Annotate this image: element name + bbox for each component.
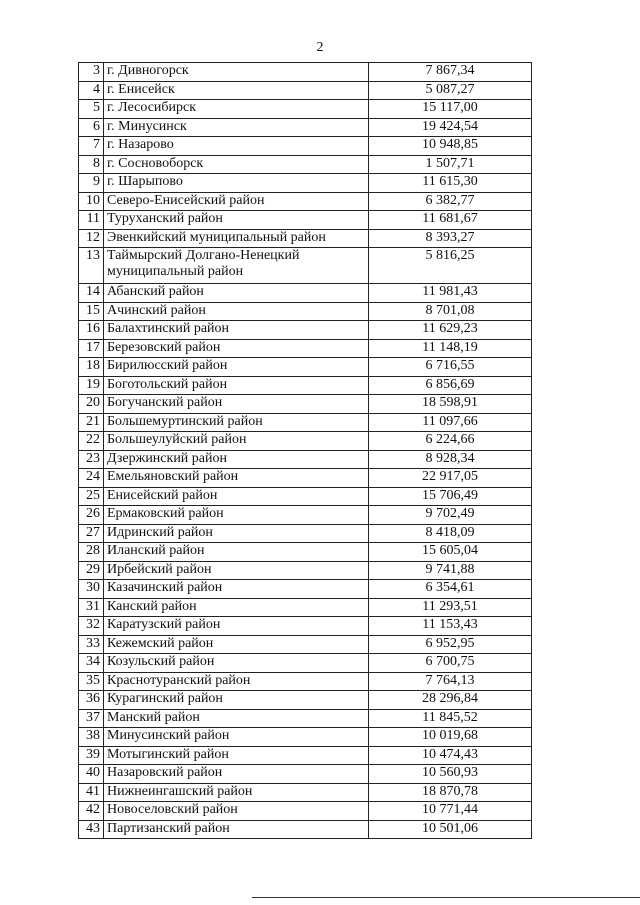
row-number: 7 [79,137,104,156]
table-row [79,174,532,193]
row-value: 5 087,27 [369,81,532,100]
row-number: 35 [79,672,104,691]
row-name: Большеулуйский район [104,432,369,451]
row-number: 8 [79,155,104,174]
row-number: 21 [79,413,104,432]
row-name: Большемуртинский район [104,413,369,432]
row-number: 12 [79,229,104,248]
row-name: г. Назарово [104,137,369,156]
table-body [79,63,532,839]
table-row [79,248,532,284]
row-name: Ачинский район [104,302,369,321]
table-row [79,137,532,156]
row-name: Березовский район [104,339,369,358]
table-row [79,469,532,488]
table-row [79,617,532,636]
row-number: 32 [79,617,104,636]
row-value: 15 605,04 [369,543,532,562]
row-name: Новоселовский район [104,802,369,821]
row-value: 7 867,34 [369,63,532,82]
table-row [79,746,532,765]
row-number: 24 [79,469,104,488]
table-row [79,580,532,599]
row-name: Идринский район [104,524,369,543]
row-number: 5 [79,100,104,119]
row-value: 11 981,43 [369,284,532,303]
page-number: 2 [316,40,324,55]
table-row [79,302,532,321]
row-name: Мотыгинский район [104,746,369,765]
row-name: г. Шарыпово [104,174,369,193]
row-name: Манский район [104,709,369,728]
table-row [79,728,532,747]
row-value: 8 928,34 [369,450,532,469]
table-row [79,211,532,230]
row-value: 6 700,75 [369,654,532,673]
row-value: 10 474,43 [369,746,532,765]
row-value: 6 952,95 [369,635,532,654]
table-row [79,63,532,82]
row-value: 10 948,85 [369,137,532,156]
row-name: Боготольский район [104,376,369,395]
row-number: 6 [79,118,104,137]
row-number: 30 [79,580,104,599]
row-value: 6 224,66 [369,432,532,451]
row-name: Бирилюсский район [104,358,369,377]
row-number: 9 [79,174,104,193]
row-value: 11 615,30 [369,174,532,193]
row-number: 38 [79,728,104,747]
row-number: 18 [79,358,104,377]
row-value: 10 019,68 [369,728,532,747]
row-value: 11 148,19 [369,339,532,358]
row-number: 33 [79,635,104,654]
data-table [78,62,532,839]
row-name: Краснотуранский район [104,672,369,691]
row-name: Нижнеингашский район [104,783,369,802]
row-number: 29 [79,561,104,580]
row-number: 3 [79,63,104,82]
row-number: 40 [79,765,104,784]
row-number: 41 [79,783,104,802]
row-number: 13 [79,248,104,284]
row-name: Казачинский район [104,580,369,599]
row-number: 26 [79,506,104,525]
row-value: 18 870,78 [369,783,532,802]
table-row [79,783,532,802]
row-name: Иланский район [104,543,369,562]
row-value: 1 507,71 [369,155,532,174]
row-number: 19 [79,376,104,395]
row-number: 16 [79,321,104,340]
row-number: 39 [79,746,104,765]
row-name: Енисейский район [104,487,369,506]
row-number: 15 [79,302,104,321]
table-row [79,81,532,100]
row-value: 5 816,25 [369,248,532,284]
row-name: Канский район [104,598,369,617]
table-row [79,358,532,377]
row-value: 9 741,88 [369,561,532,580]
row-number: 4 [79,81,104,100]
table-row [79,339,532,358]
row-name: Ирбейский район [104,561,369,580]
row-number: 22 [79,432,104,451]
row-name: Минусинский район [104,728,369,747]
table-row [79,820,532,839]
row-name: г. Дивногорск [104,63,369,82]
row-value: 15 117,00 [369,100,532,119]
row-number: 31 [79,598,104,617]
table-row [79,229,532,248]
row-value: 6 382,77 [369,192,532,211]
row-name: Эвенкийский муниципальный район [104,229,369,248]
table-row [79,413,532,432]
table-row [79,192,532,211]
table-row [79,709,532,728]
table-row [79,100,532,119]
table-row [79,672,532,691]
table-row [79,543,532,562]
table-row [79,487,532,506]
row-name: г. Минусинск [104,118,369,137]
row-value: 11 293,51 [369,598,532,617]
row-number: 34 [79,654,104,673]
row-number: 27 [79,524,104,543]
row-name: Емельяновский район [104,469,369,488]
table-row [79,395,532,414]
row-value: 11 681,67 [369,211,532,230]
table-row [79,691,532,710]
row-value: 6 716,55 [369,358,532,377]
row-number: 28 [79,543,104,562]
row-value: 22 917,05 [369,469,532,488]
row-name: Ермаковский район [104,506,369,525]
row-value: 6 856,69 [369,376,532,395]
row-value: 11 153,43 [369,617,532,636]
row-value: 6 354,61 [369,580,532,599]
row-name: Таймырский Долгано-Ненецкий муниципальный район [104,248,369,284]
row-value: 11 097,66 [369,413,532,432]
table-row [79,118,532,137]
row-value: 10 771,44 [369,802,532,821]
table-row [79,376,532,395]
row-name: Партизанский район [104,820,369,839]
row-value: 11 845,52 [369,709,532,728]
table-row [79,654,532,673]
row-name: Кежемский район [104,635,369,654]
table-row [79,432,532,451]
row-number: 37 [79,709,104,728]
table-row [79,802,532,821]
row-value: 8 701,08 [369,302,532,321]
table-row [79,524,532,543]
table-row [79,598,532,617]
row-value: 10 560,93 [369,765,532,784]
row-name: Абанский район [104,284,369,303]
row-name: г. Лесосибирск [104,100,369,119]
row-value: 9 702,49 [369,506,532,525]
row-name: г. Енисейск [104,81,369,100]
row-value: 19 424,54 [369,118,532,137]
bottom-divider [252,897,640,898]
row-value: 11 629,23 [369,321,532,340]
row-name: Балахтинский район [104,321,369,340]
row-name: Курагинский район [104,691,369,710]
row-name: Туруханский район [104,211,369,230]
row-number: 36 [79,691,104,710]
row-name: Северо-Енисейский район [104,192,369,211]
row-value: 15 706,49 [369,487,532,506]
row-number: 25 [79,487,104,506]
row-value: 10 501,06 [369,820,532,839]
table-row [79,450,532,469]
row-number: 14 [79,284,104,303]
table-row [79,284,532,303]
row-value: 28 296,84 [369,691,532,710]
row-name: Богучанский район [104,395,369,414]
row-name: г. Сосновоборск [104,155,369,174]
row-number: 11 [79,211,104,230]
row-value: 8 393,27 [369,229,532,248]
row-value: 8 418,09 [369,524,532,543]
row-number: 10 [79,192,104,211]
table-row [79,561,532,580]
row-number: 42 [79,802,104,821]
row-value: 7 764,13 [369,672,532,691]
row-number: 23 [79,450,104,469]
table-row [79,765,532,784]
table-row [79,506,532,525]
row-name: Назаровский район [104,765,369,784]
row-name: Дзержинский район [104,450,369,469]
row-number: 43 [79,820,104,839]
table-row [79,635,532,654]
row-name: Каратузский район [104,617,369,636]
row-number: 17 [79,339,104,358]
row-number: 20 [79,395,104,414]
row-value: 18 598,91 [369,395,532,414]
table-row [79,155,532,174]
row-name: Козульский район [104,654,369,673]
table-row [79,321,532,340]
